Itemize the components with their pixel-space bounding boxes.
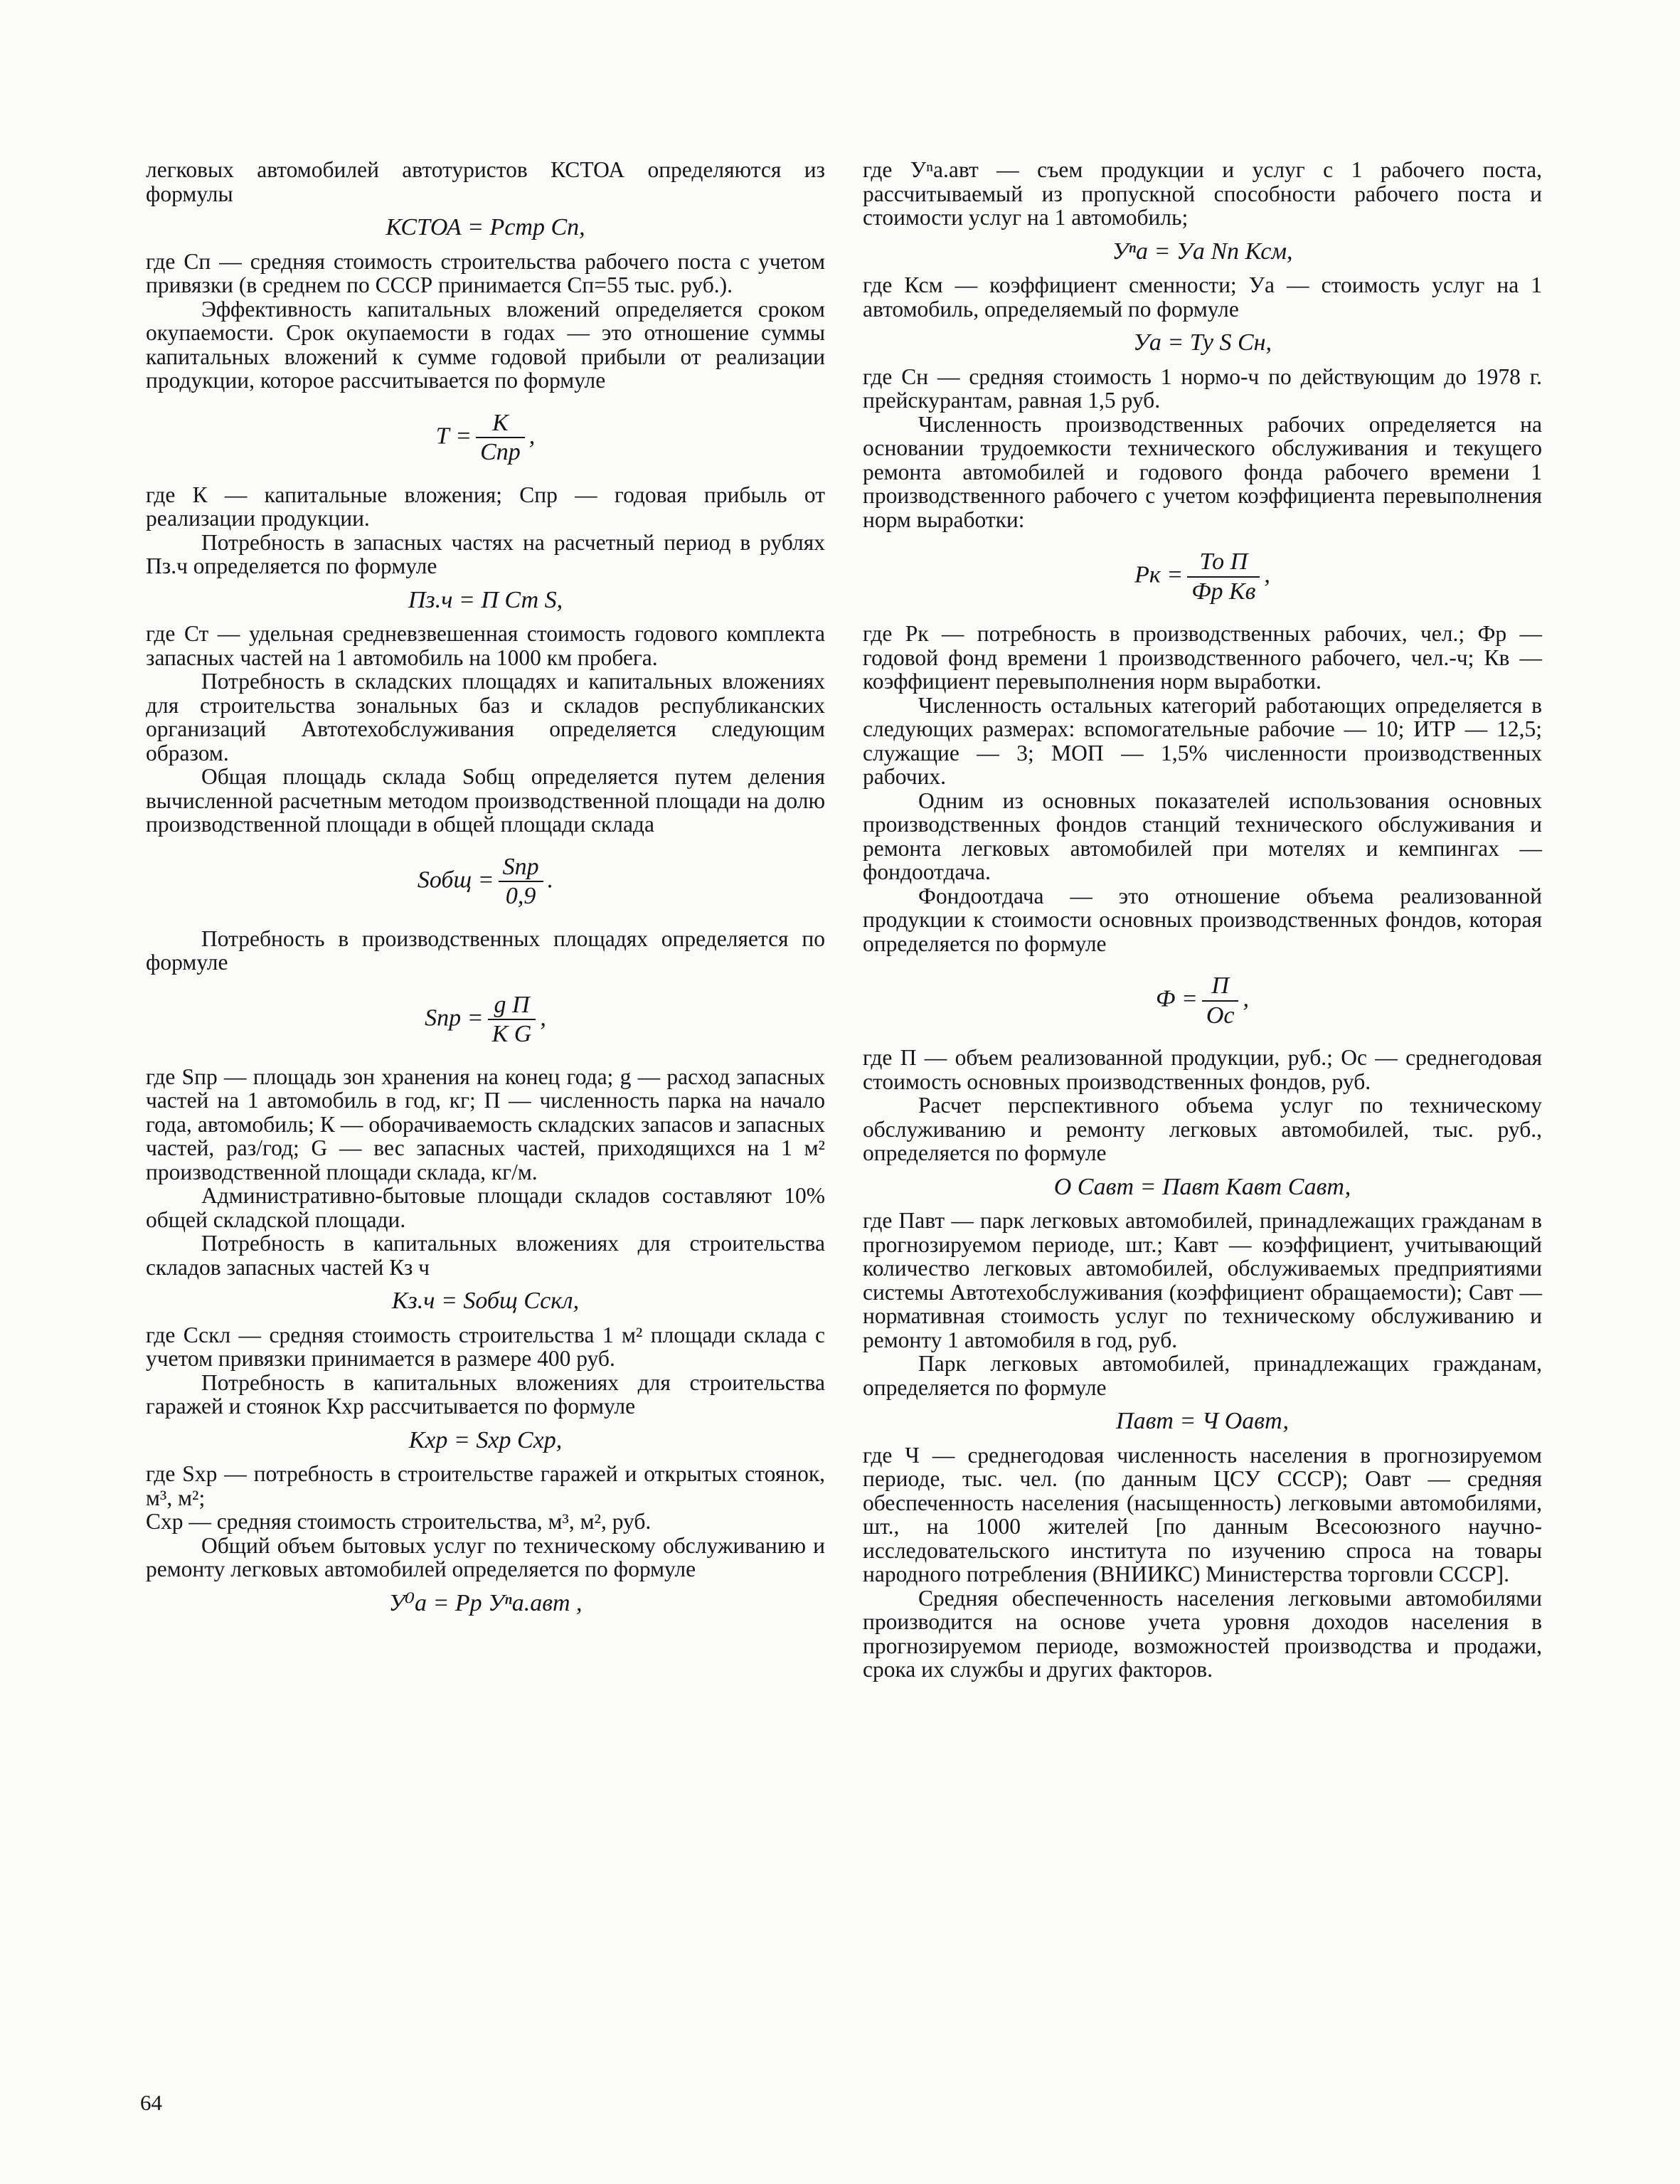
paragraph: Общий объем бытовых услуг по техническому обслуживанию и ремонту легковых автомобилей определяется по формуле xyxy=(146,1532,825,1581)
formula-lhs: Рк = xyxy=(1134,561,1184,588)
fraction xyxy=(1202,974,1239,1027)
paragraph: легковых автомобилей автотуристов КСТОА определяются из формулы xyxy=(146,157,825,206)
paragraph: где Sхр — потребность в строительстве гаражей и открытых стоянок, м³, м²; xyxy=(146,1461,825,1510)
left-column xyxy=(146,158,825,1625)
paragraph: Фондоотдача — это отношение объема реализованной продукции к стоимости основных производственных фондов, которая определяется по формуле xyxy=(863,883,1542,956)
formula: Павт = Ч Оавт, xyxy=(1116,1408,1289,1434)
paragraph: Общая площадь склада Sобщ определяется путем деления вычисленной расчетным методом производственной площади на долю производственной площади в общей площади склада xyxy=(146,764,825,837)
numerator: К xyxy=(476,411,525,439)
paragraph: где П — объем реализованной продукции, руб.; Ос — среднегодовая стоимость основных производственных фондов, руб. xyxy=(863,1045,1542,1094)
denominator: K G xyxy=(491,1021,532,1047)
fraction-formula xyxy=(146,993,825,1046)
formula: Уⁿа = Уа Nп Ксм, xyxy=(1112,238,1293,265)
paragraph: Потребность в складских площадях и капитальных вложениях для строительства зональных баз и складов республиканских организаций Автотехобслуживания определяется следующим образом. xyxy=(146,669,825,765)
paragraph: Потребность в производственных площадях определяется по формуле xyxy=(146,926,825,975)
fraction xyxy=(499,855,543,908)
paragraph: где Sпр — площадь зон хранения на конец года; g — расход запасных частей на 1 автомобиль в год, кг; П — численность парка на начало года, автомобиль; К — оборачиваемость складских запасов и запасных частей, раз/год; G — вес запасных частей, приходящихся на 1 м² производственной площади склада, кг/м. xyxy=(146,1064,825,1184)
fraction xyxy=(488,993,536,1046)
formula-lhs: Sпр = xyxy=(425,1004,484,1031)
formula-tail: , xyxy=(1264,561,1270,588)
numerator: Sпр xyxy=(499,855,543,883)
paragraph: Численность остальных категорий работающих определяется в следующих размерах: вспомогательные рабочие — 10; ИТР — 12,5; служащие — 3; МОП — 1,5% численности производственных рабочих. xyxy=(863,692,1542,789)
paragraph: где Уⁿа.авт — съем продукции и услуг с 1 рабочего поста, рассчитываемый из пропускной способности рабочего поста и стоимости услуг на 1 автомобиль; xyxy=(863,157,1542,230)
paragraph: Численность производственных рабочих определяется на основании трудоемкости технического обслуживания и текущего ремонта автомобилей и годового фонда рабочего времени 1 производственного рабочего с учетом коэффициента перевыполнения норм выработки: xyxy=(863,411,1542,532)
denominator: Ос xyxy=(1206,1002,1235,1029)
paragraph: Потребность в запасных частях на расчетный период в рублях Пз.ч определяется по формуле xyxy=(146,529,825,578)
paragraph: Расчет перспективного объема услуг по техническому обслуживанию и ремонту легковых автомобилей, тыс. руб., определяется по формуле xyxy=(863,1093,1542,1165)
paragraph: Эффективность капитальных вложений определяется сроком окупаемости. Срок окупаемости в годах — это отношение суммы капитальных вложений к сумме годовой прибыли от реализации продукции, которое рассчитывается по формуле xyxy=(146,296,825,393)
denominator: Фр Кв xyxy=(1191,578,1256,605)
paragraph: Административно-бытовые площади складов составляют 10% общей складской площади. xyxy=(146,1183,825,1232)
paragraph: где Павт — парк легковых автомобилей, принадлежащих гражданам в прогнозируемом периоде, шт.; Кавт — коэффициент, учитывающий количество легковых автомобилей, обслуживаемых предприятиями системы Автотехобслуживания (коэффициент обращаемости); Савт — нормативная стоимость услуг по техническому обслуживанию и ремонту 1 автомобиля в год, руб. xyxy=(863,1208,1542,1352)
fraction-formula xyxy=(863,550,1542,603)
formula: Кхр = Sхр Схр, xyxy=(408,1426,563,1453)
formula: КСТОА = Рстр Сп, xyxy=(386,214,585,240)
formula-lhs: Sобщ = xyxy=(417,866,494,893)
formula: Пз.ч = П Ст S, xyxy=(408,586,563,613)
paragraph: Потребность в капитальных вложениях для строительства гаражей и стоянок Кхр рассчитывается по формуле xyxy=(146,1369,825,1419)
denominator: 0,9 xyxy=(505,883,536,909)
paragraph: Схр — средняя стоимость строительства, м³, м², руб. xyxy=(146,1509,652,1534)
paragraph: где Сн — средняя стоимость 1 нормо-ч по действующим до 1978 г. прейскурантам, равная 1,5 руб. xyxy=(863,364,1542,413)
formula-tail: . xyxy=(547,866,554,893)
formula-tail: , xyxy=(540,1004,546,1031)
paragraph: Парк легковых автомобилей, принадлежащих гражданам, определяется по формуле xyxy=(863,1351,1542,1400)
numerator: То П xyxy=(1187,550,1260,578)
paragraph: Средняя обеспеченность населения легковыми автомобилями производится на основе учета уровня доходов населения в прогнозируемом периоде, возможностей производства и продажи, срока их службы и других факторов. xyxy=(863,1585,1542,1682)
formula-lhs: Т = xyxy=(435,422,472,449)
fraction xyxy=(1187,550,1260,603)
formula: О Савт = Павт Кавт Савт, xyxy=(1053,1173,1351,1200)
paragraph: где Рк — потребность в производственных рабочих, чел.; Фр — годовой фонд времени 1 производственного рабочего, чел.-ч; Кв — коэффициент перевыполнения норм выработки. xyxy=(863,621,1542,694)
formula-tail: , xyxy=(1243,985,1249,1012)
paragraph: где К — капитальные вложения; Спр — годовая прибыль от реализации продукции. xyxy=(146,482,825,531)
right-column xyxy=(863,158,1542,1682)
numerator: П xyxy=(1202,974,1239,1002)
paragraph: где Ч — среднегодовая численность населения в прогнозируемом периоде, тыс. чел. (по данным ЦСУ СССР); Оавт — средняя обеспеченность населения (насыщенность) легковыми автомобилями, шт., на 1000 жителей [по данным Всесоюзного научно-исследовательского института по изучению спроса на товары народного потребления (ВНИИКС) Министерства торговли СССР]. xyxy=(863,1442,1542,1586)
formula: Кз.ч = Sобщ Сскл, xyxy=(391,1288,580,1314)
paragraph: где Ст — удельная средневзвешенная стоимость годового комплекта запасных частей на 1 автомобиль на 1000 км пробега. xyxy=(146,621,825,670)
fraction xyxy=(476,411,525,465)
fraction-formula xyxy=(146,411,825,465)
paragraph: где Ксм — коэффициент сменности; Уа — стоимость услуг на 1 автомобиль, определяемый по формуле xyxy=(863,272,1542,322)
formula: У⁰а = Рр Уⁿа.авт , xyxy=(388,1589,583,1616)
numerator: g П xyxy=(488,993,536,1021)
fraction-formula xyxy=(863,974,1542,1027)
paragraph: где Сскл — средняя стоимость строительства 1 м² площади склада с учетом привязки принимается в размере 400 руб. xyxy=(146,1322,825,1371)
fraction-formula xyxy=(146,855,825,908)
denominator: Спр xyxy=(480,439,521,465)
formula-tail: , xyxy=(528,422,536,449)
formula: Уа = Ту S Сн, xyxy=(1132,329,1272,356)
page-number: 64 xyxy=(140,2090,162,2115)
formula-lhs: Ф = xyxy=(1156,985,1198,1012)
paragraph: Потребность в капитальных вложениях для строительства складов запасных частей Кз ч xyxy=(146,1231,825,1280)
paragraph: Одним из основных показателей использования основных производственных фондов станций технического обслуживания и ремонта легковых автомобилей при мотелях и кемпингах — фондоотдача. xyxy=(863,788,1542,884)
paragraph: где Сп — средняя стоимость строительства рабочего поста с учетом привязки (в среднем по СССР принимается Сп=55 тыс. руб.). xyxy=(146,248,825,297)
